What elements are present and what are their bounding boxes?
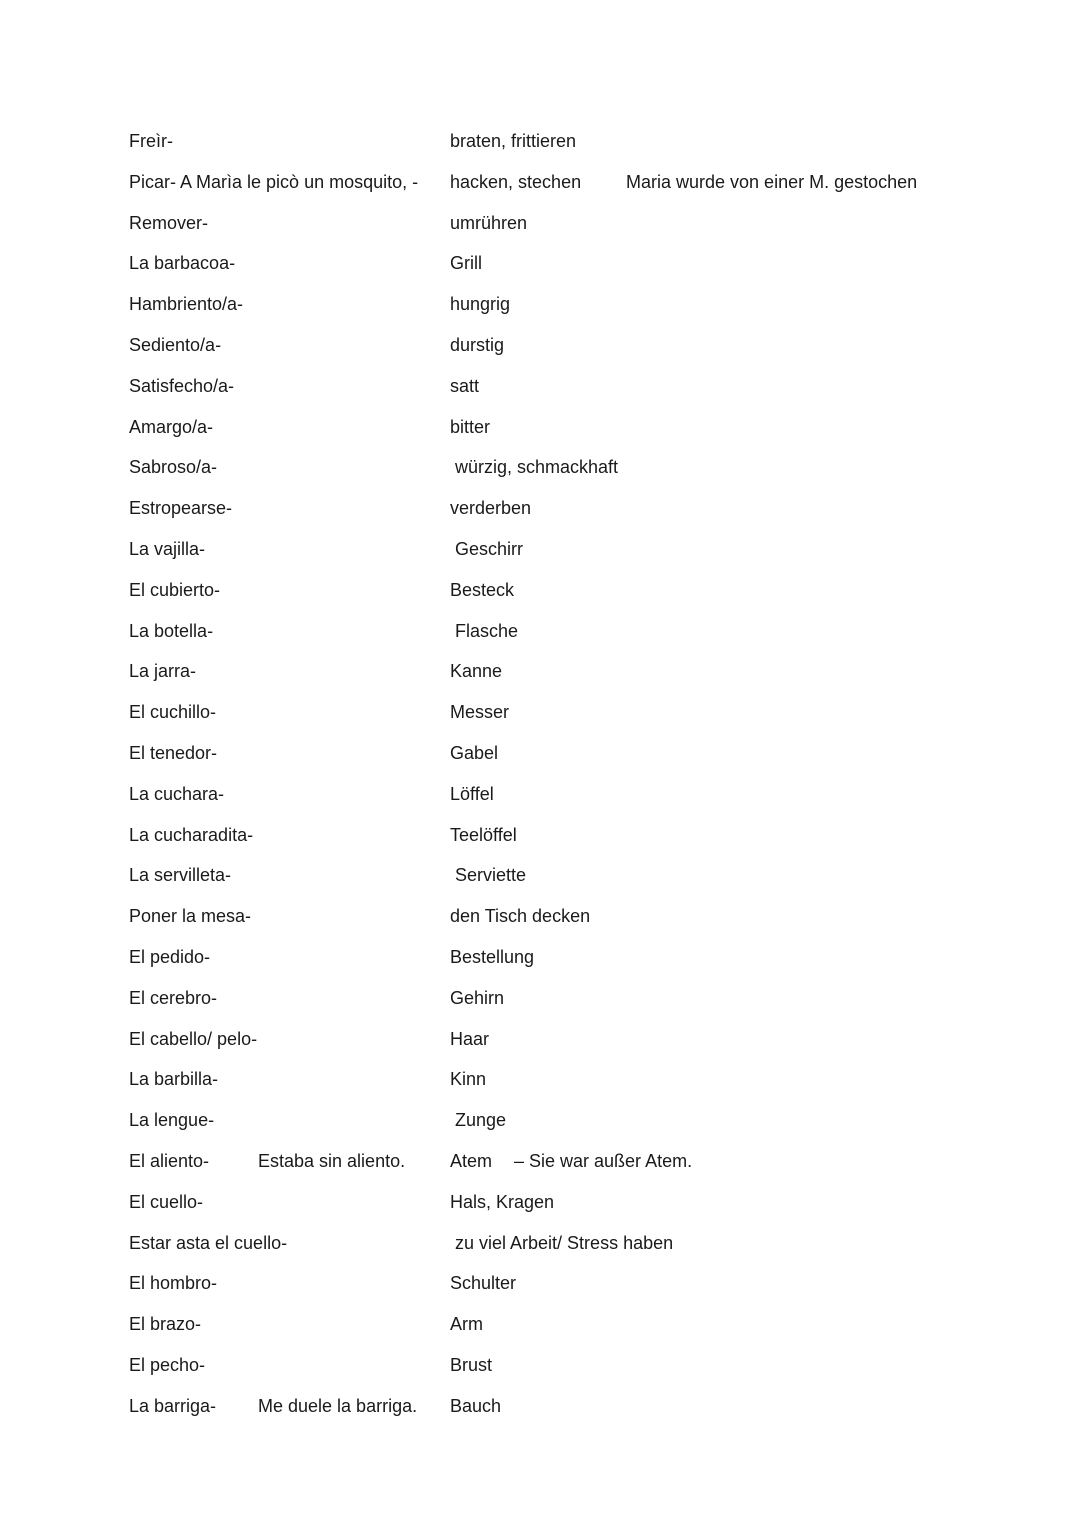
spanish-term: El aliento- <box>129 1150 210 1171</box>
spanish-term: La servilleta- <box>129 865 232 886</box>
vocab-row <box>0 937 1080 978</box>
vocab-row <box>0 1019 1080 1060</box>
spanish-term: La jarra- <box>129 661 197 682</box>
spanish-term: La lengue- <box>129 1110 215 1131</box>
spanish-term: El cubierto- <box>129 579 221 600</box>
vocab-row <box>0 529 1080 570</box>
spanish-term: Amargo/a- <box>129 416 214 437</box>
spanish-term: Estar asta el cuello- <box>129 1232 288 1253</box>
vocab-row <box>0 855 1080 896</box>
german-translation: Bauch <box>450 1395 502 1416</box>
spanish-term: Freìr- <box>129 131 173 151</box>
german-translation: hungrig <box>450 294 511 315</box>
spanish-term: Sabroso/a- <box>129 457 218 478</box>
vocab-row <box>0 1304 1080 1345</box>
spanish-term: El hombro- <box>129 1273 218 1294</box>
spanish-term: La barbilla- <box>129 1069 219 1090</box>
german-translation: Haar <box>450 1028 490 1049</box>
vocab-row <box>0 203 1080 244</box>
vocab-row <box>0 488 1080 529</box>
spanish-term: El cerebro- <box>129 987 218 1008</box>
german-translation: Serviette <box>455 865 527 886</box>
german-translation: den Tisch decken <box>450 906 591 927</box>
vocab-row <box>0 774 1080 815</box>
german-translation: würzig, schmackhaft <box>455 457 619 478</box>
spanish-term: La vajilla- <box>129 538 206 559</box>
spanish-term: Sediento/a- <box>129 334 222 355</box>
vocab-row <box>0 243 1080 284</box>
vocab-row <box>0 1345 1080 1386</box>
spanish-example: Estaba sin aliento. <box>258 1150 406 1171</box>
german-translation: satt <box>450 375 480 396</box>
spanish-term: El tenedor- <box>129 742 218 763</box>
spanish-term: El cuchillo- <box>129 702 217 723</box>
vocab-row <box>0 407 1080 448</box>
german-translation: hacken, stechen <box>450 171 582 192</box>
german-translation: umrühren <box>450 212 528 233</box>
german-translation: bitter <box>450 416 491 437</box>
vocabulary-list <box>0 121 1080 1427</box>
vocab-row <box>0 570 1080 611</box>
vocab-row <box>0 1223 1080 1264</box>
vocab-row <box>0 1100 1080 1141</box>
spanish-term: El cuello- <box>129 1191 204 1212</box>
vocab-row <box>0 1386 1080 1427</box>
spanish-term: El pecho- <box>129 1354 206 1375</box>
german-translation: Bestellung <box>450 946 535 967</box>
vocab-row <box>0 651 1080 692</box>
german-translation: Brust <box>450 1354 493 1375</box>
spanish-term: La cuchara- <box>129 783 225 804</box>
german-translation: zu viel Arbeit/ Stress haben <box>455 1232 674 1253</box>
german-translation: durstig <box>450 334 505 355</box>
vocab-row <box>0 896 1080 937</box>
vocab-row <box>0 121 1080 162</box>
vocab-row <box>0 978 1080 1019</box>
spanish-term: Picar- A Marìa le picò un mosquito, - <box>129 171 419 192</box>
german-translation: Grill <box>450 253 482 274</box>
german-translation: Gehirn <box>450 987 505 1008</box>
german-example: – Sie war außer Atem. <box>514 1150 693 1171</box>
spanish-term: El cabello/ pelo- <box>129 1028 258 1049</box>
spanish-term: Satisfecho/a- <box>129 375 235 396</box>
german-translation: Gabel <box>450 742 499 763</box>
german-translation: Arm <box>450 1314 483 1335</box>
german-translation: verderben <box>450 498 532 519</box>
german-translation: Zunge <box>455 1110 507 1131</box>
spanish-term: La cucharadita- <box>129 824 254 845</box>
spanish-term: Estropearse- <box>129 498 233 519</box>
german-example: Maria wurde von einer M. gestochen <box>626 171 918 192</box>
german-translation: Flasche <box>455 620 519 641</box>
spanish-term: La botella- <box>129 620 214 641</box>
vocab-row <box>0 692 1080 733</box>
german-translation: Atem <box>450 1150 493 1171</box>
vocab-row <box>0 1141 1080 1182</box>
vocab-row <box>0 1182 1080 1223</box>
german-translation: Messer <box>450 702 510 723</box>
spanish-term: La barbacoa- <box>129 253 236 274</box>
spanish-term: El brazo- <box>129 1314 202 1335</box>
vocab-row <box>0 162 1080 203</box>
vocab-row <box>0 733 1080 774</box>
spanish-term: Hambriento/a- <box>129 294 244 315</box>
spanish-term: Poner la mesa- <box>129 906 252 927</box>
german-translation: Löffel <box>450 783 494 804</box>
german-translation: Hals, Kragen <box>450 1191 555 1212</box>
german-translation: Kinn <box>450 1069 487 1090</box>
german-translation: braten, frittieren <box>450 131 577 151</box>
german-translation: Kanne <box>450 661 503 682</box>
german-translation: Besteck <box>450 579 515 600</box>
vocab-row <box>0 611 1080 652</box>
vocab-row <box>0 284 1080 325</box>
vocab-row <box>0 1059 1080 1100</box>
german-translation: Schulter <box>450 1273 517 1294</box>
german-translation: Geschirr <box>455 538 524 559</box>
spanish-term: El pedido- <box>129 946 211 967</box>
vocab-row <box>0 1263 1080 1304</box>
spanish-example: Me duele la barriga. <box>258 1395 418 1416</box>
german-translation: Teelöffel <box>450 824 517 845</box>
spanish-term: La barriga- <box>129 1395 217 1416</box>
vocab-row <box>0 447 1080 488</box>
vocab-row <box>0 366 1080 407</box>
vocab-row <box>0 815 1080 856</box>
spanish-term: Remover- <box>129 212 209 233</box>
vocab-row <box>0 325 1080 366</box>
